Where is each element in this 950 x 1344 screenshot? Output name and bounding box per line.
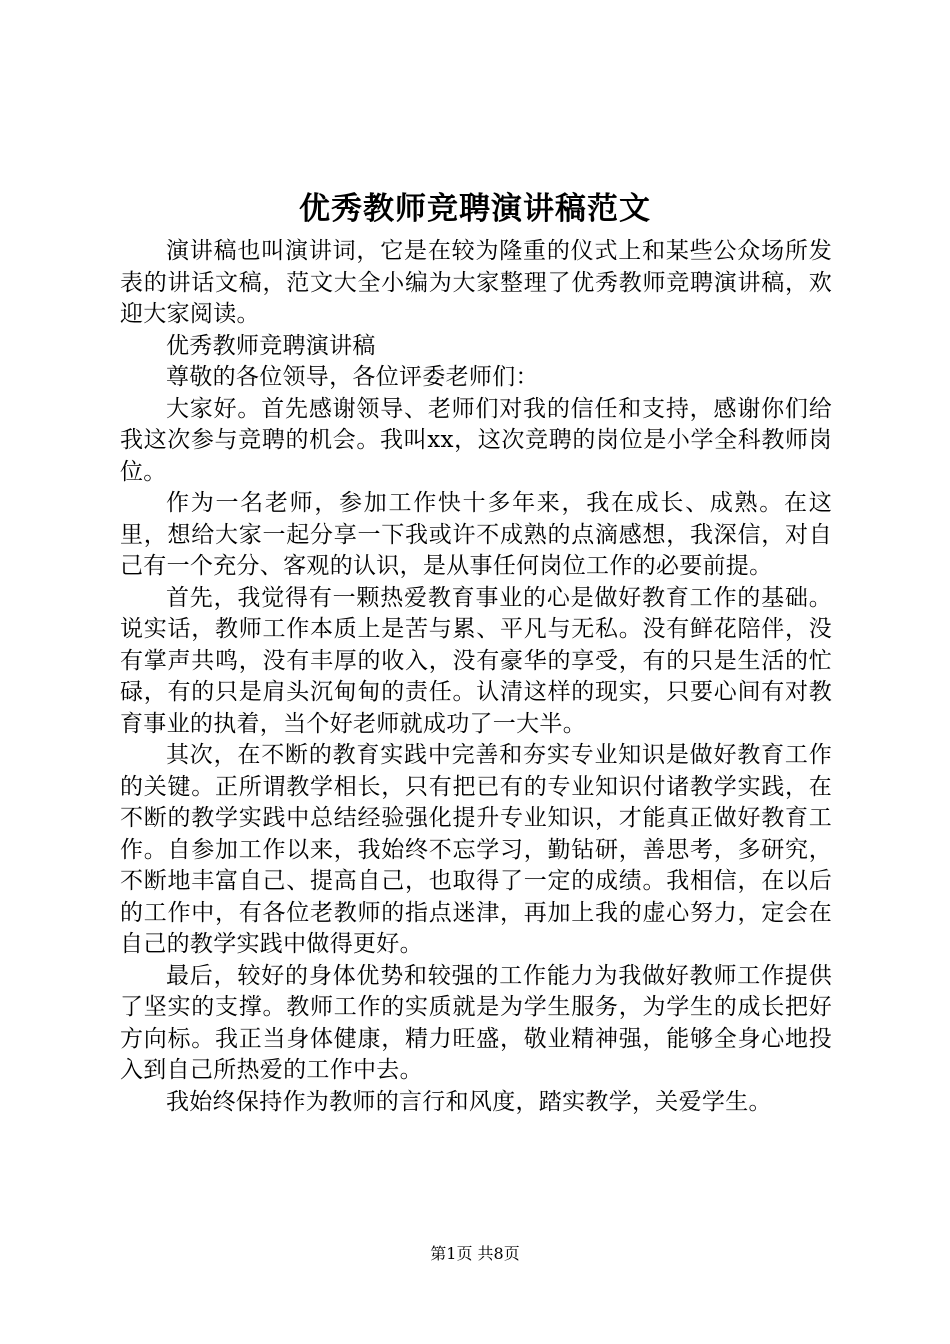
paragraph-experience: 作为一名老师，参加工作快十多年来，我在成长、成熟。在这里，想给大家一起分享一下我或许不成熟的点滴感想，我深信，对自己有一个充分、客观的认识，是从事任何岗位工作的必要前提。: [120, 490, 832, 579]
paragraph-salutation: 尊敬的各位领导，各位评委老师们：: [166, 364, 539, 390]
paragraph-third-point: 最后，较好的身体优势和较强的工作能力为我做好教师工作提供了坚实的支撑。教师工作的实质就是为学生服务，为学生的成长把好方向标。我正当身体健康，精力旺盛，敬业精神强，能够全身心地投入到自己所热爱的工作中去。: [120, 962, 832, 1083]
paragraph-subtitle: 优秀教师竞聘演讲稿: [166, 332, 376, 359]
paragraph-second-point: 其次，在不断的教育实践中完善和夯实专业知识是做好教育工作的关键。正所谓教学相长，只有把已有的专业知识付诸教学实践，在不断的教学实践中总结经验强化提升专业知识，才能真正做好教育工作。自参加工作以来，我始终不忘学习，勤钻研，善思考，多研究，不断地丰富自己、提高自己，也取得了一定的成绩。我相信，在以后的工作中，有各位老教师的指点迷津，再加上我的虚心努力，定会在自己的教学实践中做得更好。: [120, 742, 832, 957]
paragraph-closing: 我始终保持作为教师的言行和风度，踏实教学，关爱学生。: [166, 1088, 772, 1115]
paragraph-first-point: 首先，我觉得有一颗热爱教育事业的心是做好教育工作的基础。说实话，教师工作本质上是苦与累、平凡与无私。没有鲜花陪伴，没有掌声共鸣，没有丰厚的收入，没有豪华的享受，有的只是生活的忙碌，有的只是肩头沉甸甸的责任。认清这样的现实，只要心间有对教育事业的执着，当个好老师就成功了一大半。: [120, 584, 832, 737]
document-title: 优秀教师竞聘演讲稿范文: [299, 191, 651, 227]
paragraph-intro: 演讲稿也叫演讲词，它是在较为隆重的仪式上和某些公众场所发表的讲话文稿，范文大全小编为大家整理了优秀教师竞聘演讲稿，欢迎大家阅读。: [120, 238, 832, 327]
document-body: [120, 236, 832, 1118]
paragraph-greeting: 大家好。首先感谢领导、老师们对我的信任和支持，感谢你们给我这次参与竞聘的机会。我叫xx，这次竞聘的岗位是小学全科教师岗位。: [120, 395, 832, 485]
page-number-footer: 第1页 共8页: [430, 1244, 520, 1263]
